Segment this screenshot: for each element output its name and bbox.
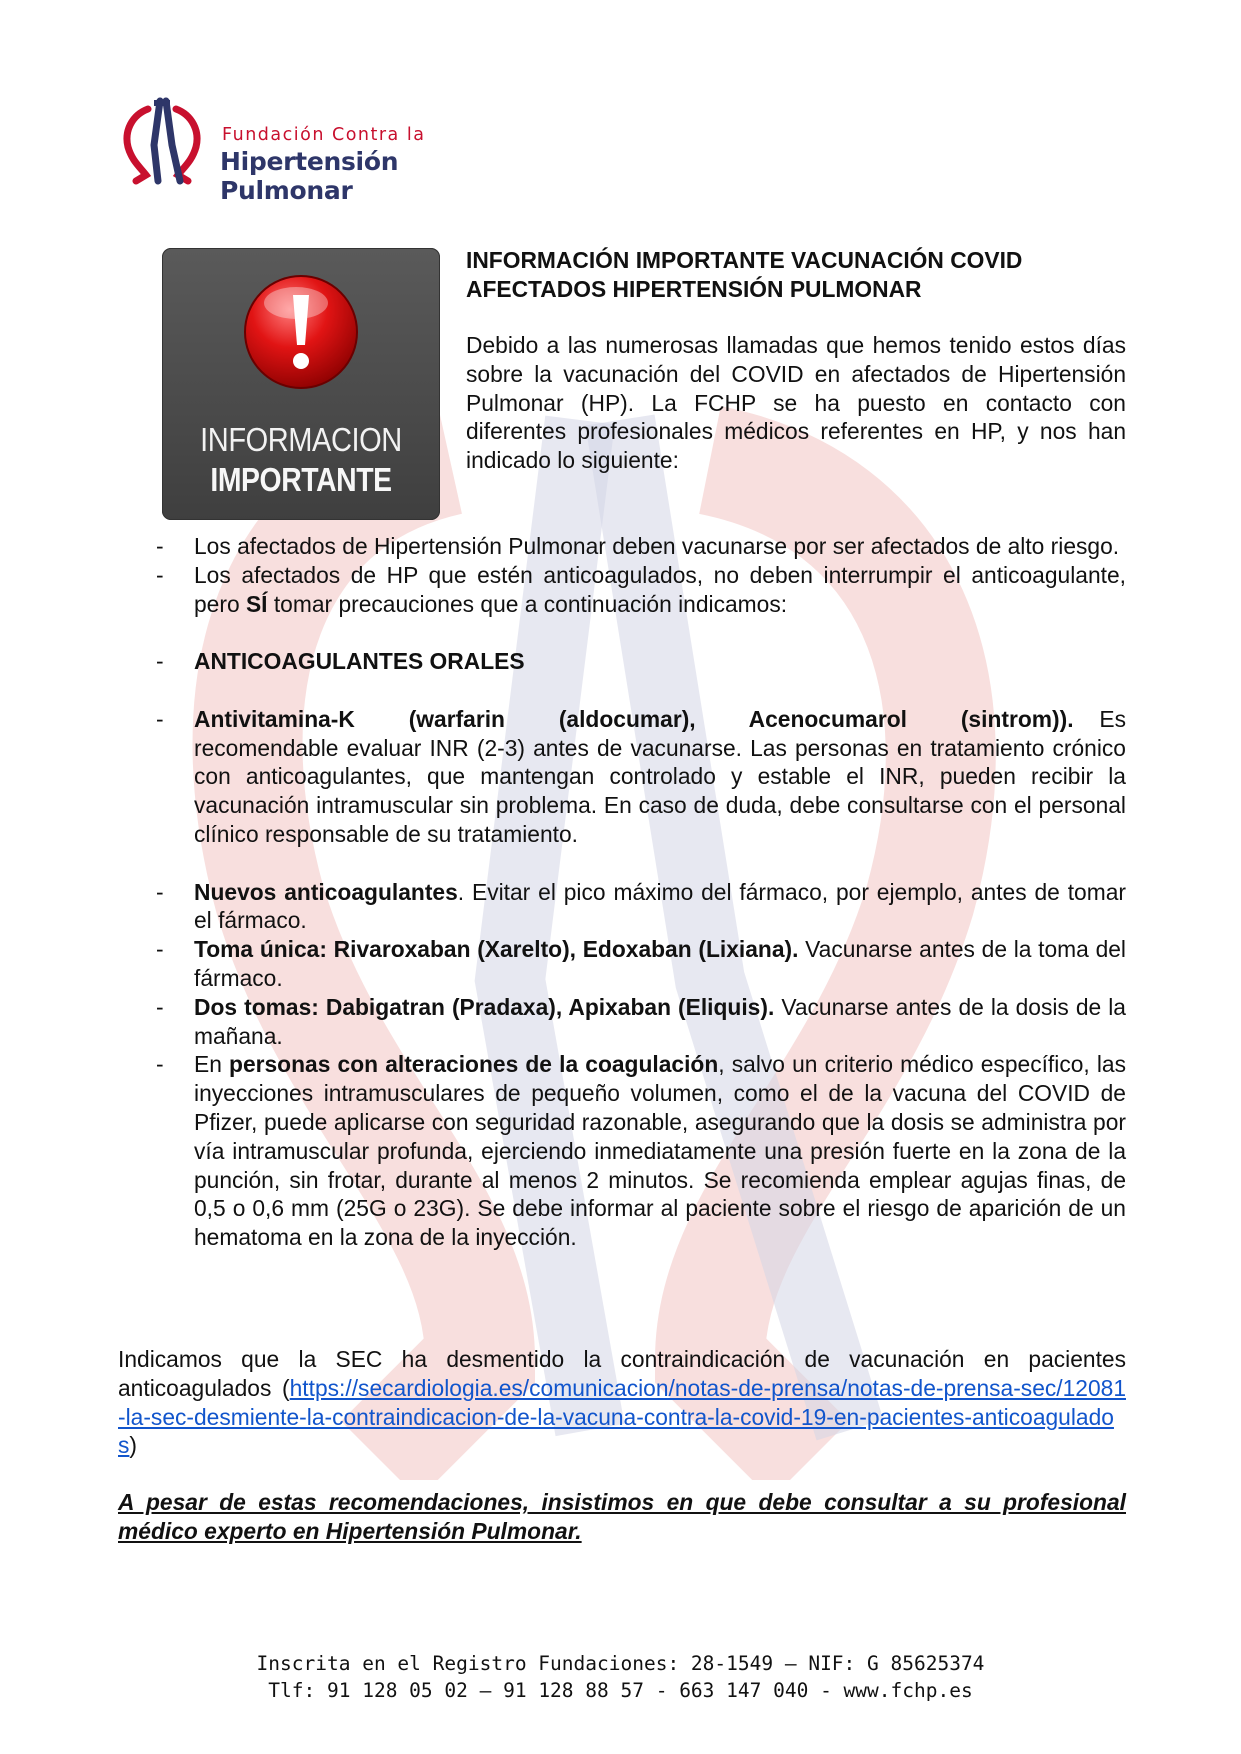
- list-item: [118, 993, 1126, 1051]
- bullet-dash: -: [156, 648, 164, 675]
- page-title: [466, 246, 1126, 304]
- info-image-text-2: IMPORTANTE: [210, 461, 392, 498]
- sec-text-close: ): [129, 1432, 137, 1459]
- bullet-text: Es recomendable evaluar INR (2-3) antes de vacunarse. Las personas en tratamiento crónico con anticoagulantes, que mantengan controlado y estable el INR, pueden recibir la vacunación intramuscular sin problema. En caso de duda, debe consultarse con el personal clínico responsable de su tratamiento.: [194, 705, 1126, 847]
- recommendations-list: [118, 532, 1126, 1252]
- logo-line-1: Fundación Contra la: [222, 125, 426, 145]
- bullet-text: En: [194, 1051, 230, 1078]
- bullet-dash: -: [156, 993, 164, 1020]
- list-item: [118, 647, 1126, 676]
- footer-line-1: Inscrita en el Registro Fundaciones: 28-1549 – NIF: G 85625374: [256, 1652, 985, 1675]
- list-item: [118, 532, 1126, 561]
- footer-line-2: Tlf: 91 128 05 02 – 91 128 88 57 - 663 147 040 - www.fchp.es: [268, 1679, 973, 1702]
- bullet-text: Vacunarse antes de la dosis de la mañana.: [194, 993, 1126, 1049]
- bullet-dash: -: [156, 561, 164, 588]
- bullet-bold-text: personas con alteraciones de la coagulación: [229, 1051, 719, 1078]
- bullet-bold-text: Antivitamina-K (warfarin (aldocumar), Acenocumarol (sintrom)).: [194, 705, 1074, 732]
- bullet-bold-text: Toma única: Rivaroxaban (Xarelto), Edoxaban (Lixiana).: [194, 936, 799, 963]
- sec-paragraph: [118, 1345, 1126, 1460]
- bullet-text: tomar precauciones que a continuación indicamos:: [267, 590, 788, 617]
- warning-note: A pesar de estas recomendaciones, insistimos en que debe consultar a su profesional médico experto en Hipertensión Pulmonar.: [118, 1489, 1126, 1544]
- info-image-text-1: INFORMACION: [200, 421, 402, 458]
- title-line-2: AFECTADOS HIPERTENSIÓN PULMONAR: [466, 276, 922, 302]
- exclamation-icon: [242, 273, 360, 391]
- bullet-dash: -: [156, 1051, 164, 1078]
- section-heading: ANTICOAGULANTES ORALES: [194, 648, 525, 675]
- list-item: [118, 1050, 1126, 1252]
- list-item: [118, 878, 1126, 936]
- bullet-dash: -: [156, 705, 164, 732]
- important-info-image: [162, 248, 440, 520]
- bullet-text: Vacunarse antes de la toma del fármaco.: [194, 936, 1126, 991]
- bullet-dash: -: [156, 878, 164, 905]
- bullet-dash: -: [156, 936, 164, 963]
- bullet-bold-text: Dos tomas: Dabigatran (Pradaxa), Apixaban (Eliquis).: [194, 993, 775, 1020]
- list-item: [118, 935, 1126, 993]
- bullet-text: Los afectados de HP que estén anticoagulados, no deben interrumpir el anticoagulante, pero: [194, 561, 1126, 617]
- list-item: [118, 561, 1126, 619]
- bullet-text: , salvo un criterio médico específico, las inyecciones intramusculares de pequeño volumen, como el de la vacuna del COVID de Pfizer, puede aplicarse con seguridad razonable, asegurando que la dosis se administra por vía intramuscular profunda, ejerciendo inmediatamente una presión fuerte en la zona de la punción, sin frotar, durante al menos 2 minutos. Se recomienda emplear agujas finas, de 0,5 o 0,6 mm (25G o 23G). Se debe informar al paciente sobre el riesgo de aparición de un hematoma en la zona de la inyección.: [194, 1051, 1127, 1251]
- sec-text: Indicamos que la SEC ha desmentido la contraindicación de vacunación en pacientes anticoagulados (: [118, 1346, 1126, 1401]
- list-item: [118, 705, 1126, 849]
- bullet-text: . Evitar el pico máximo del fármaco, por ejemplo, antes de tomar el fármaco.: [194, 878, 1126, 934]
- intro-paragraph: Debido a las numerosas llamadas que hemos tenido estos días sobre la vacunación del COVID en afectados de Hipertensión Pulmonar (HP). La FCHP se ha puesto en contacto con diferentes profesionales médicos referentes en HP, y nos han indicado lo siguiente:: [466, 332, 1126, 474]
- foundation-logo[interactable]: [118, 95, 498, 205]
- bullet-text: Los afectados de Hipertensión Pulmonar deben vacunarse por ser afectados de alto riesgo.: [194, 533, 1120, 559]
- bullet-dash: -: [156, 533, 164, 559]
- sec-article-link[interactable]: https://secardiologia.es/comunicacion/notas-de-prensa/notas-de-prensa-sec/12081-la-sec-desmiente-la-contraindicacion-de-la-vacuna-contra-la-covid-19-en-pacientes-anticoagulados: [118, 1374, 1126, 1459]
- title-line-1: INFORMACIÓN IMPORTANTE VACUNACIÓN COVID: [466, 247, 1023, 273]
- page-footer: [0, 1650, 1241, 1704]
- bullet-bold-text: Nuevos anticoagulantes: [194, 878, 458, 905]
- bullet-bold-text: SÍ: [245, 590, 268, 617]
- logo-line-2: Hipertensión Pulmonar: [220, 147, 399, 205]
- lungs-logo-icon: [118, 95, 214, 185]
